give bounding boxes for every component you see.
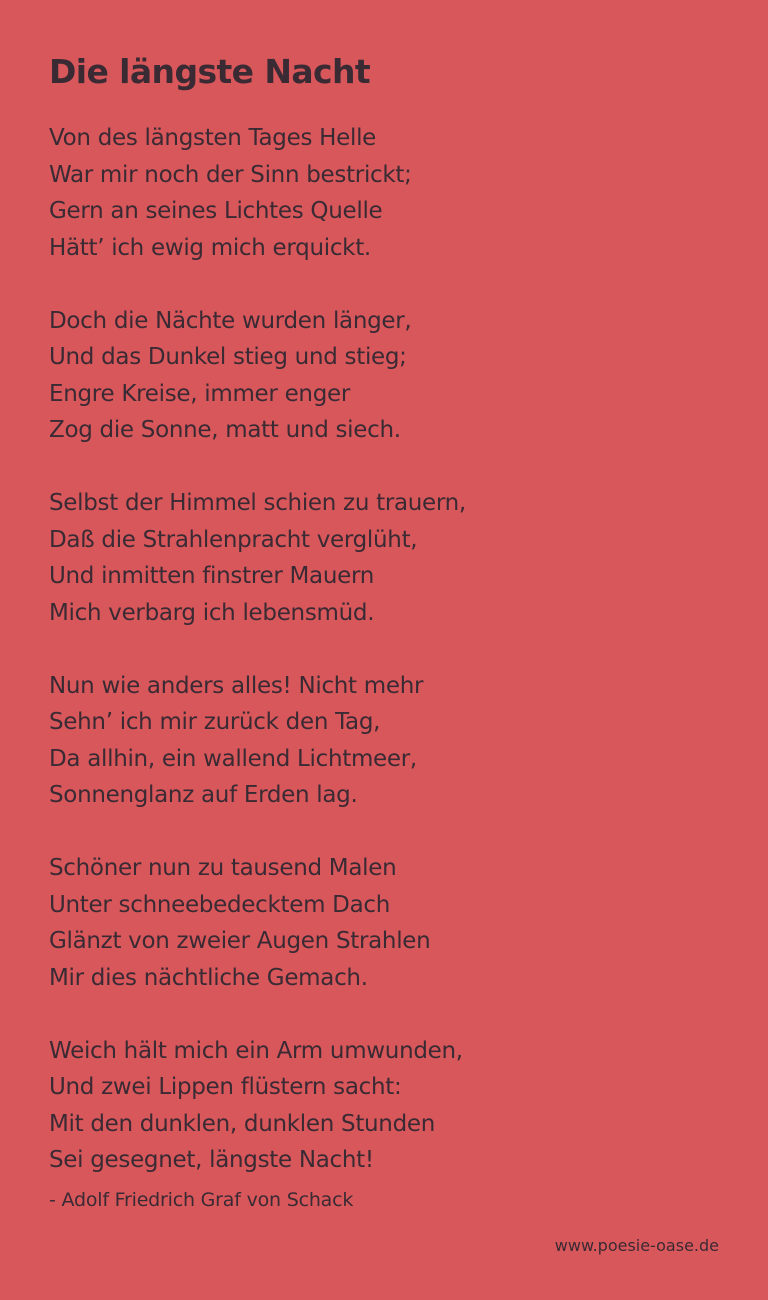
verse-line: Und zwei Lippen flüstern sacht:	[49, 1074, 402, 1100]
verse-line: Nun wie anders alles! Nicht mehr	[49, 672, 424, 699]
verse-line: Schöner nun zu tausend Malen	[49, 855, 397, 881]
verse-line: Daß die Strahlenpracht verglüht,	[49, 526, 418, 553]
website-link[interactable]: www.poesie-oase.de	[554, 1236, 719, 1255]
verse-line: Unter schneebedecktem Dach	[49, 891, 391, 918]
verse-line: Mit den dunklen, dunklen Stunden	[49, 1110, 436, 1137]
verse-line: War mir noch der Sinn bestrickt;	[49, 161, 412, 188]
verse-line: Von des längsten Tages Helle	[49, 125, 377, 151]
poem-title: Die längste Nacht	[49, 52, 371, 91]
stanza	[49, 485, 729, 631]
poem-author: - Adolf Friedrich Graf von Schack	[49, 1189, 354, 1211]
verse-line: Mich verbarg ich lebensmüd.	[49, 599, 375, 626]
verse-line: Zog die Sonne, matt und siech.	[49, 417, 401, 443]
verse-line: Und inmitten finstrer Mauern	[49, 563, 374, 589]
stanza	[49, 303, 729, 449]
verse-line: Da allhin, ein wallend Lichtmeer,	[49, 745, 417, 772]
verse-line: Hätt’ ich ewig mich erquickt.	[49, 234, 371, 261]
verse-line: Sehn’ ich mir zurück den Tag,	[49, 709, 381, 735]
verse-line: Weich hält mich ein Arm umwunden,	[49, 1037, 463, 1064]
verse-line: Sonnenglanz auf Erden lag.	[49, 782, 358, 808]
verse-line: Doch die Nächte wurden länger,	[49, 307, 412, 334]
stanza	[49, 120, 729, 266]
stanza	[49, 850, 729, 996]
verse-line: Und das Dunkel stieg und stieg;	[49, 344, 407, 370]
verse-line: Glänzt von zweier Augen Strahlen	[49, 928, 431, 954]
verse-line: Engre Kreise, immer enger	[49, 380, 351, 407]
poem-body	[49, 120, 729, 1179]
verse-line: Gern an seines Lichtes Quelle	[49, 198, 383, 224]
stanza	[49, 668, 729, 814]
verse-line: Mir dies nächtliche Gemach.	[49, 964, 368, 991]
stanza	[49, 1033, 729, 1179]
verse-line: Selbst der Himmel schien zu trauern,	[49, 490, 466, 516]
verse-line: Sei gesegnet, längste Nacht!	[49, 1147, 374, 1173]
